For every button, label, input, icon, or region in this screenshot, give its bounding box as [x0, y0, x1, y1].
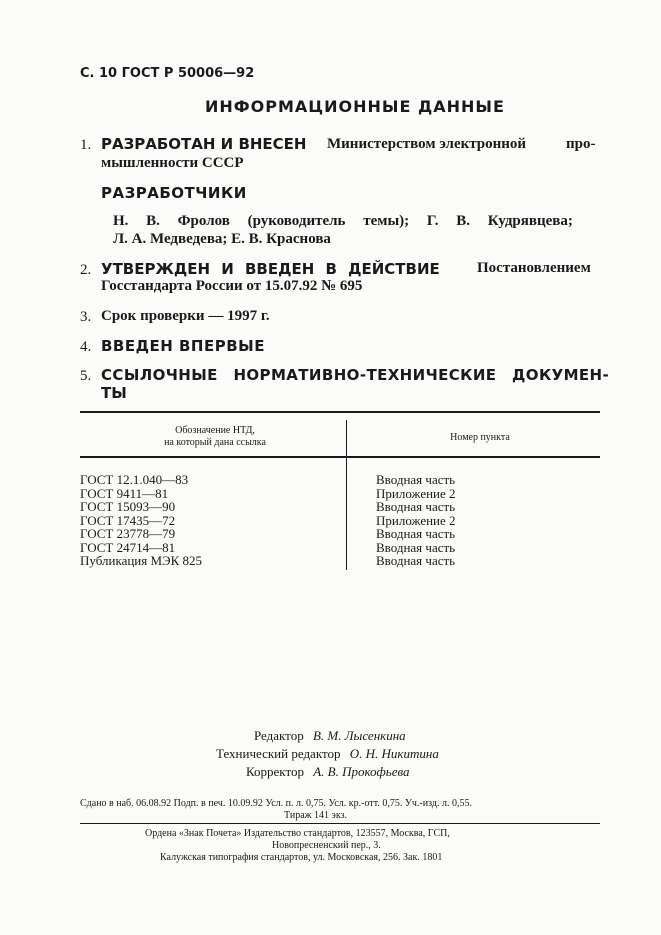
table-cell-clause: Приложение 2 — [376, 512, 456, 528]
proofreader-label: Корректор — [246, 764, 304, 779]
imprint-line-1: Сдано в наб. 06.08.92 Подп. в печ. 10.09.92 Усл. п. л. 0,75. Усл. кр.-отт. 0,75. Уч.-изд. л. 0,55. — [80, 798, 472, 809]
tech-editor-label: Технический редактор — [216, 746, 341, 761]
item-1-text-line2: мышленности СССР — [101, 155, 244, 171]
page-header: С. 10 ГОСТ Р 50006—92 — [80, 66, 255, 81]
table-header-rule — [80, 456, 600, 458]
table-header-designation-line2: на который дана ссылка — [164, 437, 266, 448]
item-4-number: 4. — [80, 339, 92, 355]
item-3-number: 3. — [80, 309, 92, 325]
item-1-number: 1. — [80, 137, 92, 153]
item-2-lead: УТВЕРЖДЕН И ВВЕДЕН В ДЕЙСТВИЕ — [101, 260, 440, 278]
table-cell-doc: ГОСТ 23778—79 — [80, 526, 176, 541]
table-column-divider — [346, 420, 347, 570]
page-title: ИНФОРМАЦИОННЫЕ ДАННЫЕ — [205, 97, 505, 116]
item-1-text: Министерством электронной — [327, 136, 527, 152]
proofreader-name: А. В. Прокофьева — [313, 764, 410, 779]
item-5-text: ССЫЛОЧНЫЕ НОРМАТИВНО-ТЕХНИЧЕСКИЕ ДОКУМЕН- — [101, 366, 610, 384]
table-cell-clause: Вводная часть — [376, 472, 456, 487]
imprint-line-2: Тираж 141 экз. — [284, 810, 348, 821]
item-5-text-line2: ТЫ — [101, 384, 127, 402]
item-1-lead: РАЗРАБОТАН И ВНЕСЕН — [101, 135, 307, 153]
table-col-clause — [376, 473, 456, 568]
tech-editor-name: О. Н. Никитина — [349, 746, 439, 761]
table-cell-clause: Приложение 2 — [376, 485, 456, 501]
developers-heading: РАЗРАБОТЧИКИ — [101, 184, 247, 202]
item-4-text: ВВЕДЕН ВПЕРВЫЕ — [101, 337, 265, 355]
table-cell-doc: ГОСТ 12.1.040—83 — [80, 472, 189, 487]
imprint-rule — [80, 823, 600, 824]
item-1-text-end: про- — [566, 136, 596, 152]
imprint-line-3: Ордена «Знак Почета» Издательство стандартов, 123557, Москва, ГСП, — [145, 828, 450, 839]
table-cell-clause: Вводная часть — [376, 499, 456, 514]
table-cell-clause: Вводная часть — [376, 553, 456, 568]
table-cell-clause: Вводная часть — [376, 526, 456, 541]
table-cell-clause: Вводная часть — [376, 539, 456, 555]
table-col-designation — [80, 473, 202, 568]
item-2-text-line2: Госстандарта России от 15.07.92 № 695 — [101, 278, 363, 294]
table-top-rule — [80, 411, 600, 413]
table-cell-doc: Публикация МЭК 825 — [80, 553, 203, 568]
table-header-designation-line1: Обозначение НТД, — [175, 425, 255, 436]
imprint-line-4: Новопресненский пер., 3. — [272, 840, 381, 851]
table-header-clause: Номер пункта — [450, 432, 510, 443]
item-3-text: Срок проверки — 1997 г. — [101, 308, 270, 324]
editor-label: Редактор — [254, 728, 304, 743]
table-cell-doc: ГОСТ 17435—72 — [80, 512, 176, 528]
editor-name: В. М. Лысенкина — [312, 728, 406, 743]
item-5-number: 5. — [80, 368, 92, 384]
imprint-line-5: Калужская типография стандартов, ул. Московская, 256. Зак. 1801 — [160, 852, 443, 863]
item-2-text-end: Постановлением — [477, 260, 591, 276]
developers-line-2: Л. А. Медведева; Е. В. Краснова — [113, 231, 331, 247]
table-cell-doc: ГОСТ 15093—90 — [80, 499, 176, 514]
table-cell-doc: ГОСТ 9411—81 — [80, 485, 169, 501]
item-2-number: 2. — [80, 262, 92, 278]
developers-line-1: Н. В. Фролов (руководитель темы); Г. В. Кудрявцева; — [113, 213, 573, 229]
table-cell-doc: ГОСТ 24714—81 — [80, 539, 176, 555]
